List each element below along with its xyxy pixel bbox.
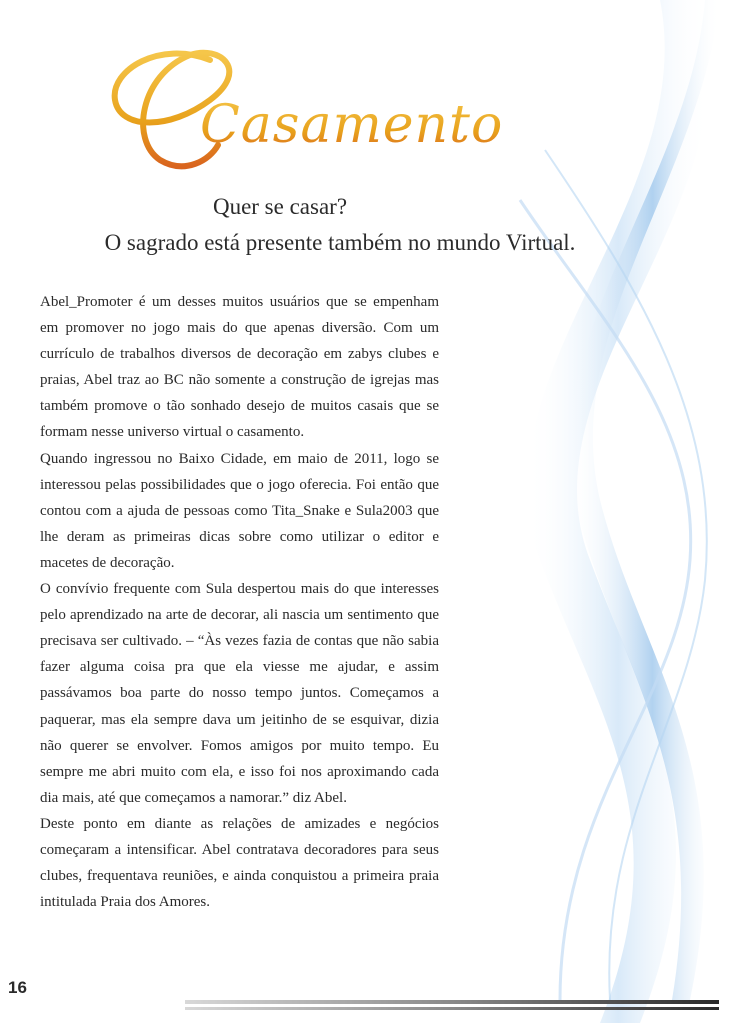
article-paragraph: Abel_Promoter é um desses muitos usuários que se empenham em promover no jogo mais do que apenas diversão. Com um currículo de trabalhos diversos de decoração em zabys clubes e praias, Abel traz ao BC não somente a construção de igrejas mas também promove o tão sonhado desejo de muitos casais que se formam nesse universo virtual o casamento. xyxy=(40,294,439,441)
article-paragraph: Deste ponto em diante as relações de amizades e negócios começaram a intensificar. Abel contratava decoradores para seus clubes, frequentava reuniões, e ainda conquistou a primeira praia intitulada Praia dos Amores. xyxy=(40,815,439,911)
title-script-text: Casamento xyxy=(200,95,504,155)
headline-subtitle: O sagrado está presente também no mundo Virtual. xyxy=(104,230,576,255)
article-body xyxy=(40,289,439,915)
footer-rule xyxy=(185,999,719,1013)
casamento-script-title xyxy=(100,30,520,190)
headline-question: Quer se casar? xyxy=(212,194,348,219)
article-paragraph: O convívio frequente com Sula despertou mais do que interesses pelo aprendizado na arte de decorar, ali nascia um sentimento que precisava ser cultivado. – “Às vezes fazia de contas que não sabia fazer alguma coisa pra que ela viesse me ajudar, e assim passávamos boa parte do nosso tempo juntos. Começamos a paquerar, mas ela sempre dava um jeitinho de se esquivar, dizia não querer se envolver. Fomos amigos por muito tempo. Eu sempre me abri muito com ela, e isso foi nos aproximando cada dia mais, até que começamos a namorar.” diz Abel. xyxy=(40,581,439,806)
article-paragraph: Quando ingressou no Baixo Cidade, em maio de 2011, logo se interessou pelas possibilidades que o jogo oferecia. Foi então que contou com a ajuda de pessoas como Tita_Snake e Sula2003 que lhe deram as primeiras dicas sobre como utilizar o editor e macetes de decoração. xyxy=(40,450,439,571)
page-number: 16 xyxy=(8,978,27,997)
